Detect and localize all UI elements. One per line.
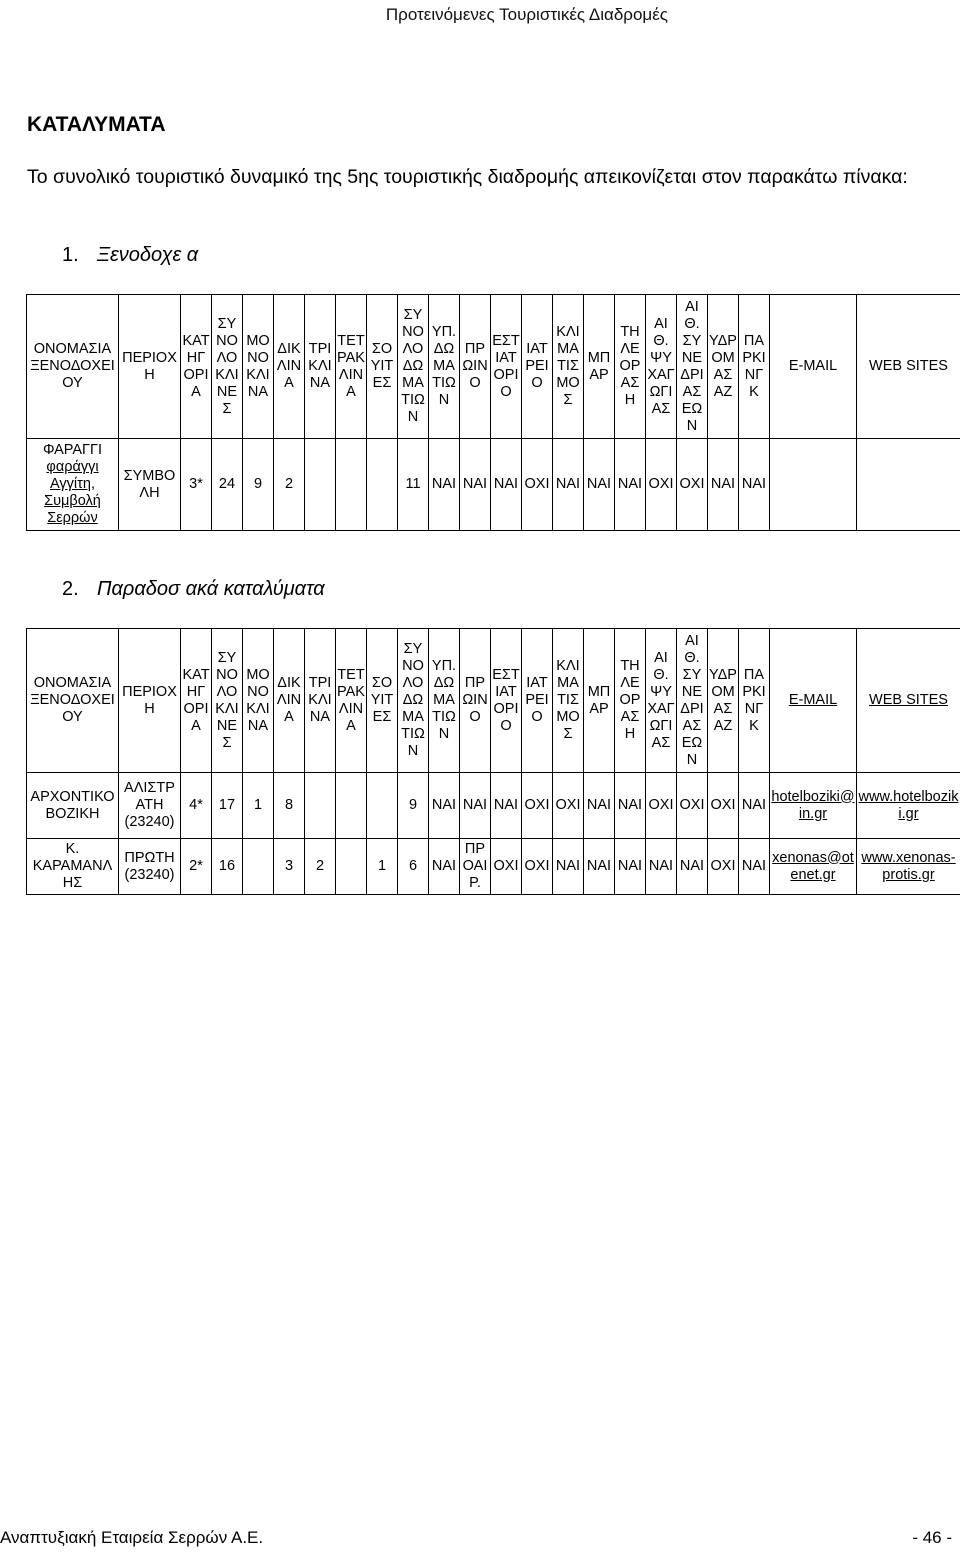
- subsection-number: 1.: [62, 244, 79, 266]
- table-cell: ΑΛΙΣΤΡΑΤΗ (23240): [119, 773, 181, 839]
- header-cell: ΤΡΙΚΛΙΝΑ: [305, 295, 336, 439]
- table-row: [27, 439, 960, 531]
- hotels-table: [26, 294, 960, 531]
- table-cell: 4*: [181, 773, 212, 839]
- header-cell: ΚΑΤΗΓΟΡΙΑ: [181, 629, 212, 773]
- traditional-table: [26, 628, 960, 895]
- table-cell: ΝΑΙ: [615, 439, 646, 531]
- header-cell: ΔΙΚΛΙΝΑ: [274, 629, 305, 773]
- subsection-hotels: [62, 244, 198, 267]
- table-row: [27, 773, 960, 839]
- header-cell: ΣΟΥΙΤΕΣ: [367, 629, 398, 773]
- table-cell: ΟΧΙ: [708, 773, 739, 839]
- table-cell: 2*: [181, 839, 212, 895]
- table-cell: Κ. ΚΑΡΑΜΑΝΛΗΣ: [27, 839, 119, 895]
- header-cell: ΠΡΩΙΝΟ: [460, 629, 491, 773]
- hotel-name-cell: [27, 439, 119, 531]
- table-cell: ΝΑΙ: [429, 439, 460, 531]
- table-cell: [305, 439, 336, 531]
- table-cell: ΟΧΙ: [646, 773, 677, 839]
- table-cell: ΠΡΟΑΙΡ.: [460, 839, 491, 895]
- table-cell: 9: [398, 773, 429, 839]
- table-cell: 8: [274, 773, 305, 839]
- website-link[interactable]: www.xenonas-protis.gr: [857, 839, 960, 895]
- table-cell: ΝΑΙ: [429, 839, 460, 895]
- footer-company: Αναπτυξιακή Εταιρεία Σερρών Α.Ε.: [0, 1528, 264, 1547]
- header-cell: ΠΕΡΙΟΧΗ: [119, 629, 181, 773]
- table-cell: ΝΑΙ: [553, 439, 584, 531]
- header-cell: ΤΗΛΕΟΡΑΣΗ: [615, 629, 646, 773]
- hotel-name: ΦΑΡΑΓΓΙ: [42, 442, 103, 458]
- table-row: [27, 839, 960, 895]
- header-cell: E-MAIL: [770, 295, 857, 439]
- header-cell: ΣΥΝΟΛΟ ΔΩΜΑΤΙΩΝ: [398, 295, 429, 439]
- table-cell: ΝΑΙ: [708, 439, 739, 531]
- table-cell: ΝΑΙ: [739, 439, 770, 531]
- table-cell: ΟΧΙ: [522, 773, 553, 839]
- table-cell: ΠΡΩΤΗ (23240): [119, 839, 181, 895]
- header-cell: ΥΔΡΟΜΑΣΑΖ: [708, 629, 739, 773]
- footer-page-number: - 46 -: [912, 1528, 952, 1547]
- header-cell: ΥΠ. ΔΩΜΑΤΙΩΝ: [429, 295, 460, 439]
- table-cell: ΝΑΙ: [584, 773, 615, 839]
- subsection-traditional: [62, 578, 325, 601]
- table-cell: ΝΑΙ: [615, 773, 646, 839]
- table-cell: ΟΧΙ: [708, 839, 739, 895]
- email-link[interactable]: xenonas@otenet.gr: [770, 839, 857, 895]
- subsection-title: Ξενοδοχε α: [97, 244, 199, 266]
- subsection-number: 2.: [62, 578, 79, 600]
- header-cell: ΚΛΙΜΑΤΙΣΜΟΣ: [553, 629, 584, 773]
- intro-paragraph: Το συνολικό τουριστικό δυναμικό της 5ης τουριστικής διαδρομής απεικονίζεται στον παρακάτω πίνακα:: [27, 166, 908, 188]
- table-cell: 16: [212, 839, 243, 895]
- table-cell: ΟΧΙ: [677, 439, 708, 531]
- header-cell: E-MAIL: [770, 629, 857, 773]
- website-link[interactable]: www.hotelboziki.gr: [857, 773, 960, 839]
- table-cell: [305, 773, 336, 839]
- table-cell: 3*: [181, 439, 212, 531]
- table-cell: ΝΑΙ: [739, 839, 770, 895]
- header-cell: ΣΥΝΟΛΟ ΚΛΙΝΕΣ: [212, 295, 243, 439]
- table-cell: ΝΑΙ: [646, 839, 677, 895]
- table-cell: 2: [305, 839, 336, 895]
- table-cell: [336, 439, 367, 531]
- header-cell: ΚΛΙΜΑΤΙΣΜΟΣ: [553, 295, 584, 439]
- header-cell: ΣΥΝΟΛΟ ΔΩΜΑΤΙΩΝ: [398, 629, 429, 773]
- table-cell: ΝΑΙ: [677, 839, 708, 895]
- table-cell: 9: [243, 439, 274, 531]
- header-cell: ΤΕΤΡΑΚΛΙΝΑ: [336, 629, 367, 773]
- table-cell: ΝΑΙ: [429, 773, 460, 839]
- header-cell: ΕΣΤΙΑΤΟΡΙΟ: [491, 629, 522, 773]
- header-row: [27, 295, 960, 439]
- header-cell: ΑΙΘ. ΨΥΧΑΓΩΓΙΑΣ: [646, 629, 677, 773]
- table-cell: [243, 839, 274, 895]
- table-cell: ΟΧΙ: [491, 839, 522, 895]
- table-cell: [367, 439, 398, 531]
- email-cell: [770, 439, 857, 531]
- header-cell: ΜΟΝΟΚΛΙΝΑ: [243, 295, 274, 439]
- subsection-title: Παραδοσ ακά καταλύματα: [97, 578, 325, 600]
- header-cell: ΣΟΥΙΤΕΣ: [367, 295, 398, 439]
- table-cell: 11: [398, 439, 429, 531]
- header-cell: ΠΕΡΙΟΧΗ: [119, 295, 181, 439]
- table-cell: ΑΡΧΟΝΤΙΚΟ ΒΟΖΙΚΗ: [27, 773, 119, 839]
- header-cell: ΜΟΝΟΚΛΙΝΑ: [243, 629, 274, 773]
- header-cell: ΑΙΘ. ΣΥΝΕΔΡΙΑΣΕΩΝ: [677, 295, 708, 439]
- header-cell: ΠΑΡΚΙΝΓΚ: [739, 629, 770, 773]
- header-cell: ΚΑΤΗΓΟΡΙΑ: [181, 295, 212, 439]
- section-title: ΚΑΤΑΛΥΜΑΤΑ: [27, 113, 166, 136]
- header-cell: ΕΣΤΙΑΤΟΡΙΟ: [491, 295, 522, 439]
- table-cell: ΝΑΙ: [460, 773, 491, 839]
- page-header-title: Προτεινόμενες Τουριστικές Διαδρομές: [385, 5, 668, 24]
- table-cell: 1: [243, 773, 274, 839]
- table-cell: ΝΑΙ: [491, 439, 522, 531]
- header-cell: ΜΠΑΡ: [584, 295, 615, 439]
- header-cell: ΤΕΤΡΑΚΛΙΝΑ: [336, 295, 367, 439]
- table-cell: ΟΧΙ: [522, 439, 553, 531]
- table-cell: 2: [274, 439, 305, 531]
- hotel-location-link[interactable]: φαράγγι Αγγίτη, Συμβολή Σερρών: [44, 459, 101, 526]
- table-cell: 6: [398, 839, 429, 895]
- table-cell: ΣΥΜΒΟΛΗ: [119, 439, 181, 531]
- table-cell: [336, 839, 367, 895]
- header-cell: ΙΑΤΡΕΙΟ: [522, 629, 553, 773]
- header-cell: ΠΑΡΚΙΝΓΚ: [739, 295, 770, 439]
- table-cell: ΟΧΙ: [522, 839, 553, 895]
- table-cell: ΝΑΙ: [584, 439, 615, 531]
- header-cell: ΥΔΡΟΜΑΣΑΖ: [708, 295, 739, 439]
- header-cell: ΑΙΘ. ΣΥΝΕΔΡΙΑΣΕΩΝ: [677, 629, 708, 773]
- header-cell: WEB SITES: [857, 629, 960, 773]
- email-link[interactable]: hotelboziki@in.gr: [770, 773, 857, 839]
- header-cell: ΙΑΤΡΕΙΟ: [522, 295, 553, 439]
- table-cell: ΝΑΙ: [739, 773, 770, 839]
- table-cell: ΝΑΙ: [584, 839, 615, 895]
- table-cell: [336, 773, 367, 839]
- header-cell: ΣΥΝΟΛΟ ΚΛΙΝΕΣ: [212, 629, 243, 773]
- table-cell: [367, 773, 398, 839]
- table-cell: ΝΑΙ: [491, 773, 522, 839]
- header-cell: ΥΠ. ΔΩΜΑΤΙΩΝ: [429, 629, 460, 773]
- table-cell: ΝΑΙ: [553, 839, 584, 895]
- table-cell: ΟΧΙ: [646, 439, 677, 531]
- header-cell: WEB SITES: [857, 295, 960, 439]
- table-cell: 24: [212, 439, 243, 531]
- header-cell: ΠΡΩΙΝΟ: [460, 295, 491, 439]
- header-cell: ΤΡΙΚΛΙΝΑ: [305, 629, 336, 773]
- table-cell: 17: [212, 773, 243, 839]
- header-cell: ΟΝΟΜΑΣΙΑ ΞΕΝΟΔΟΧΕΙΟΥ: [27, 295, 119, 439]
- header-cell: ΟΝΟΜΑΣΙΑ ΞΕΝΟΔΟΧΕΙΟΥ: [27, 629, 119, 773]
- header-cell: ΑΙΘ. ΨΥΧΑΓΩΓΙΑΣ: [646, 295, 677, 439]
- table-cell: 1: [367, 839, 398, 895]
- table-cell: 3: [274, 839, 305, 895]
- header-cell: ΤΗΛΕΟΡΑΣΗ: [615, 295, 646, 439]
- header-cell: ΔΙΚΛΙΝΑ: [274, 295, 305, 439]
- table-cell: ΝΑΙ: [615, 839, 646, 895]
- table-cell: ΟΧΙ: [677, 773, 708, 839]
- website-cell: [857, 439, 960, 531]
- table-cell: ΝΑΙ: [460, 439, 491, 531]
- header-row: [27, 629, 960, 773]
- table-cell: ΟΧΙ: [553, 773, 584, 839]
- header-cell: ΜΠΑΡ: [584, 629, 615, 773]
